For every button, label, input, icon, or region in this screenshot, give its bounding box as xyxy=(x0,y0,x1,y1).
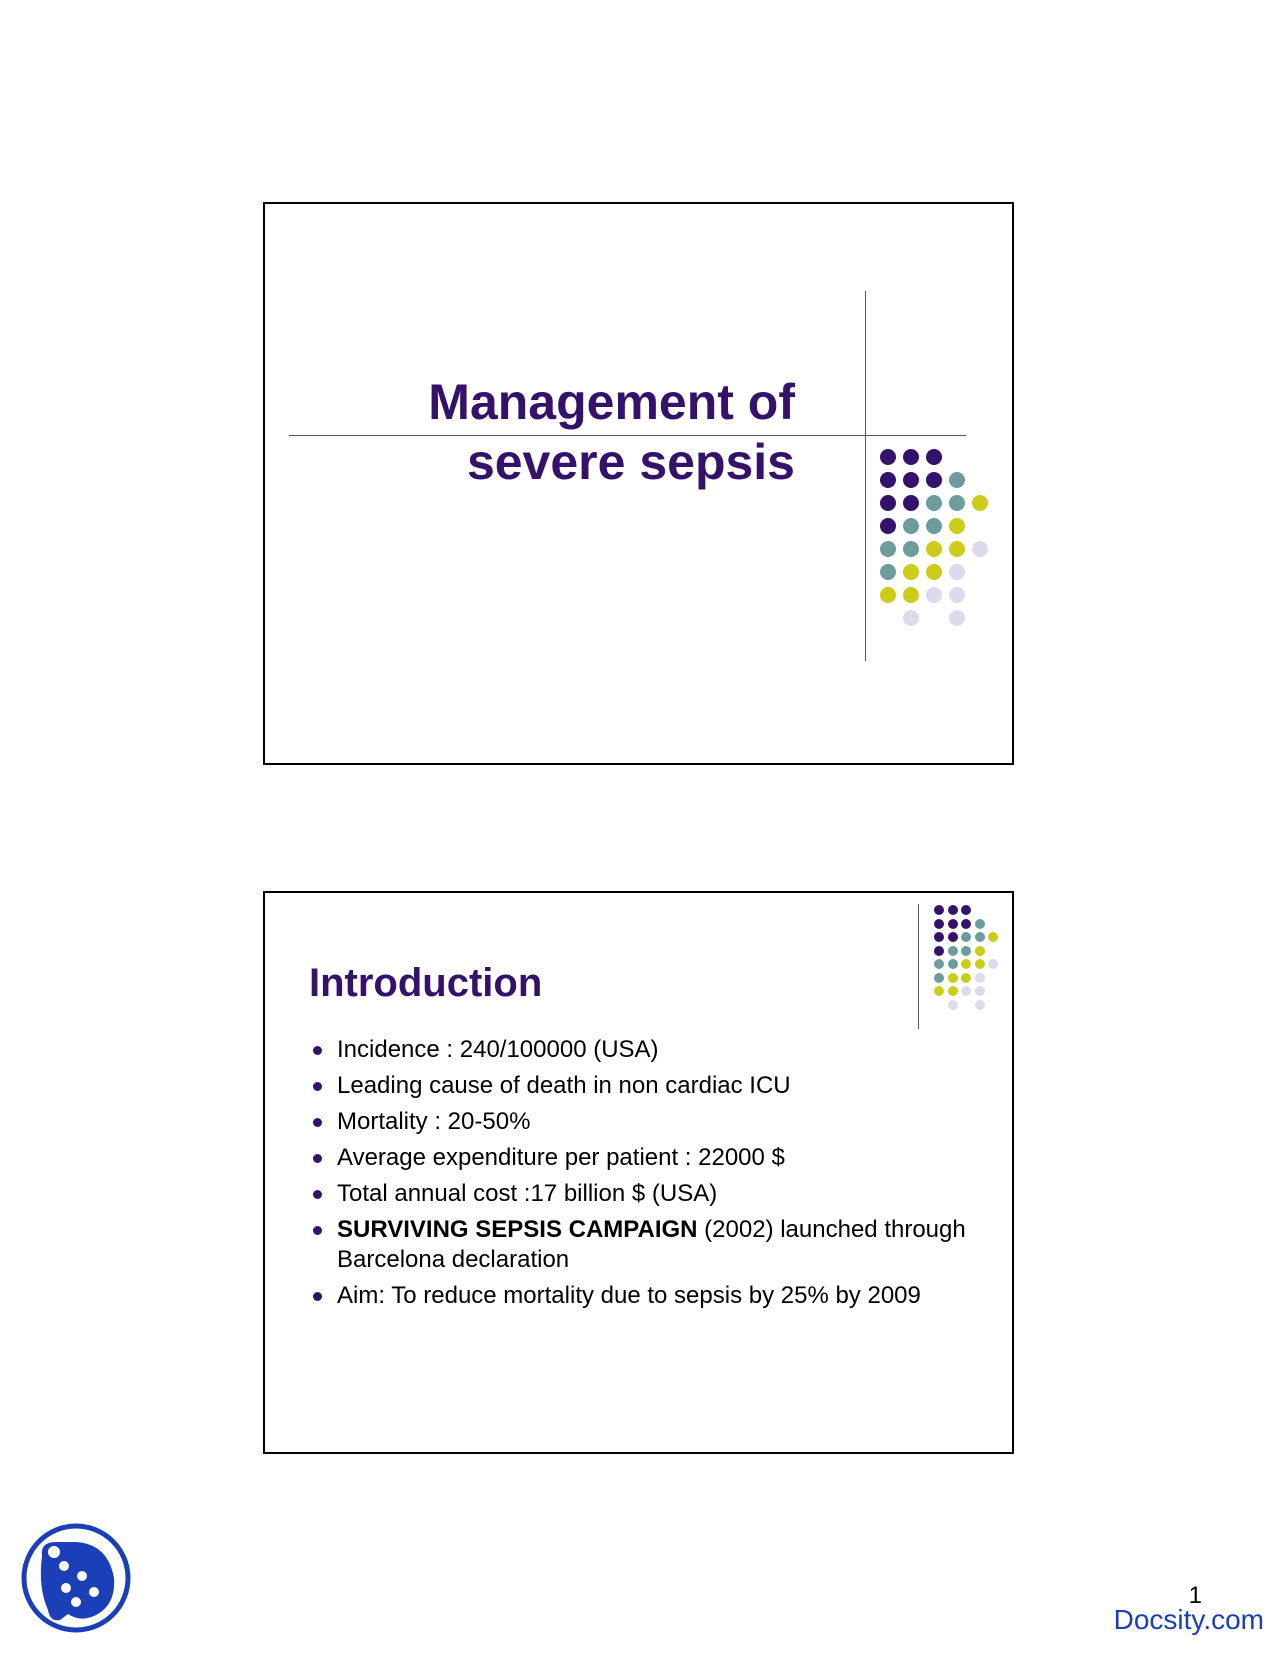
bullet-item xyxy=(309,1107,989,1137)
bullet-text: Mortality : 20-50% xyxy=(337,1108,531,1135)
bullet-dot-icon xyxy=(313,1190,322,1199)
decorative-dot xyxy=(948,932,958,942)
decorative-dot xyxy=(961,932,971,942)
decorative-dot xyxy=(948,905,958,915)
title-line-2: severe sepsis xyxy=(466,434,795,490)
decorative-dot xyxy=(975,932,985,942)
bullet-dot-icon xyxy=(313,1226,322,1235)
decorative-dot xyxy=(988,959,998,969)
decorative-dot xyxy=(972,495,988,511)
decorative-dot xyxy=(975,919,985,929)
decorative-dot xyxy=(880,472,896,488)
decorative-dot xyxy=(934,959,944,969)
bullet-item xyxy=(309,1071,989,1101)
bullet-text: Incidence : 240/100000 (USA) xyxy=(337,1036,659,1063)
decorative-dot xyxy=(949,495,965,511)
decorative-dot xyxy=(903,472,919,488)
decorative-dot xyxy=(948,973,958,983)
bullet-dot-icon xyxy=(313,1082,322,1091)
decorative-dot xyxy=(880,541,896,557)
decorative-dot xyxy=(949,518,965,534)
decorative-dot xyxy=(975,973,985,983)
decorative-dot xyxy=(926,472,942,488)
decorative-dot xyxy=(961,946,971,956)
docsity-logo-icon xyxy=(20,1522,132,1634)
decorative-dot xyxy=(926,541,942,557)
decorative-dot xyxy=(949,587,965,603)
decorative-dot xyxy=(948,1000,958,1010)
decorative-dot xyxy=(903,518,919,534)
bullet-bold-text: SURVIVING SEPSIS CAMPAIGN xyxy=(337,1216,698,1243)
decorative-dot xyxy=(972,541,988,557)
bullet-text: Aim: To reduce mortality due to sepsis by 25% by 2009 xyxy=(337,1282,921,1309)
decorative-dot xyxy=(934,905,944,915)
bullet-dot-icon xyxy=(313,1154,322,1163)
docsity-link[interactable]: Docsity.com xyxy=(1113,1604,1264,1635)
decorative-dot xyxy=(880,495,896,511)
decorative-dot xyxy=(948,919,958,929)
slide-title-heading xyxy=(275,372,795,492)
decorative-dot xyxy=(948,946,958,956)
decorative-dot xyxy=(903,610,919,626)
decorative-dot xyxy=(880,564,896,580)
decorative-dot xyxy=(926,449,942,465)
decorative-dot xyxy=(934,919,944,929)
decorative-dot xyxy=(975,946,985,956)
vertical-rule xyxy=(865,291,866,661)
decorative-dot xyxy=(903,541,919,557)
decorative-dot xyxy=(903,495,919,511)
slide-introduction xyxy=(263,891,1014,1454)
decorative-dot xyxy=(926,495,942,511)
bullet-item xyxy=(309,1179,989,1209)
decorative-dot xyxy=(948,959,958,969)
decorative-dot xyxy=(934,946,944,956)
bullet-dot-icon xyxy=(313,1046,322,1055)
decorative-dot xyxy=(961,905,971,915)
decorative-dot xyxy=(926,587,942,603)
decorative-dot xyxy=(961,986,971,996)
decorative-dot xyxy=(961,959,971,969)
decorative-dot xyxy=(975,959,985,969)
bullet-item xyxy=(309,1143,989,1173)
decorative-dot xyxy=(903,587,919,603)
decorative-dot xyxy=(926,564,942,580)
slide-title xyxy=(263,202,1014,765)
bullet-item xyxy=(309,1281,989,1311)
vertical-rule xyxy=(918,904,919,1029)
page-number: 1 xyxy=(1188,1582,1202,1609)
decorative-dot xyxy=(934,973,944,983)
slide-heading: Introduction xyxy=(309,961,543,1005)
bullet-item xyxy=(309,1215,989,1275)
decorative-dot xyxy=(934,932,944,942)
bullet-item xyxy=(309,1035,989,1065)
decorative-dot xyxy=(949,541,965,557)
bullet-list xyxy=(309,1035,989,1317)
bullet-dot-icon xyxy=(313,1118,322,1127)
bullet-text: Average expenditure per patient : 22000 $ xyxy=(337,1144,785,1171)
decorative-dot xyxy=(961,973,971,983)
decorative-dot xyxy=(948,986,958,996)
decorative-dot xyxy=(961,919,971,929)
decorative-dot xyxy=(903,449,919,465)
decorative-dot xyxy=(975,986,985,996)
bullet-text: Leading cause of death in non cardiac ICU xyxy=(337,1072,791,1099)
decorative-dot xyxy=(926,518,942,534)
title-line-1: Management of xyxy=(428,374,795,430)
decorative-dot xyxy=(880,449,896,465)
bullet-text: (2002) launched through Barcelona declaration xyxy=(337,1216,966,1273)
decorative-dot xyxy=(988,932,998,942)
decorative-dot xyxy=(934,986,944,996)
bullet-dot-icon xyxy=(313,1292,322,1301)
decorative-dot xyxy=(949,610,965,626)
decorative-dot xyxy=(949,472,965,488)
decorative-dot xyxy=(880,518,896,534)
decorative-dot xyxy=(903,564,919,580)
decorative-dot xyxy=(949,564,965,580)
decorative-dot xyxy=(975,1000,985,1010)
decorative-dot xyxy=(880,587,896,603)
bullet-text: Total annual cost :17 billion $ (USA) xyxy=(337,1180,718,1207)
